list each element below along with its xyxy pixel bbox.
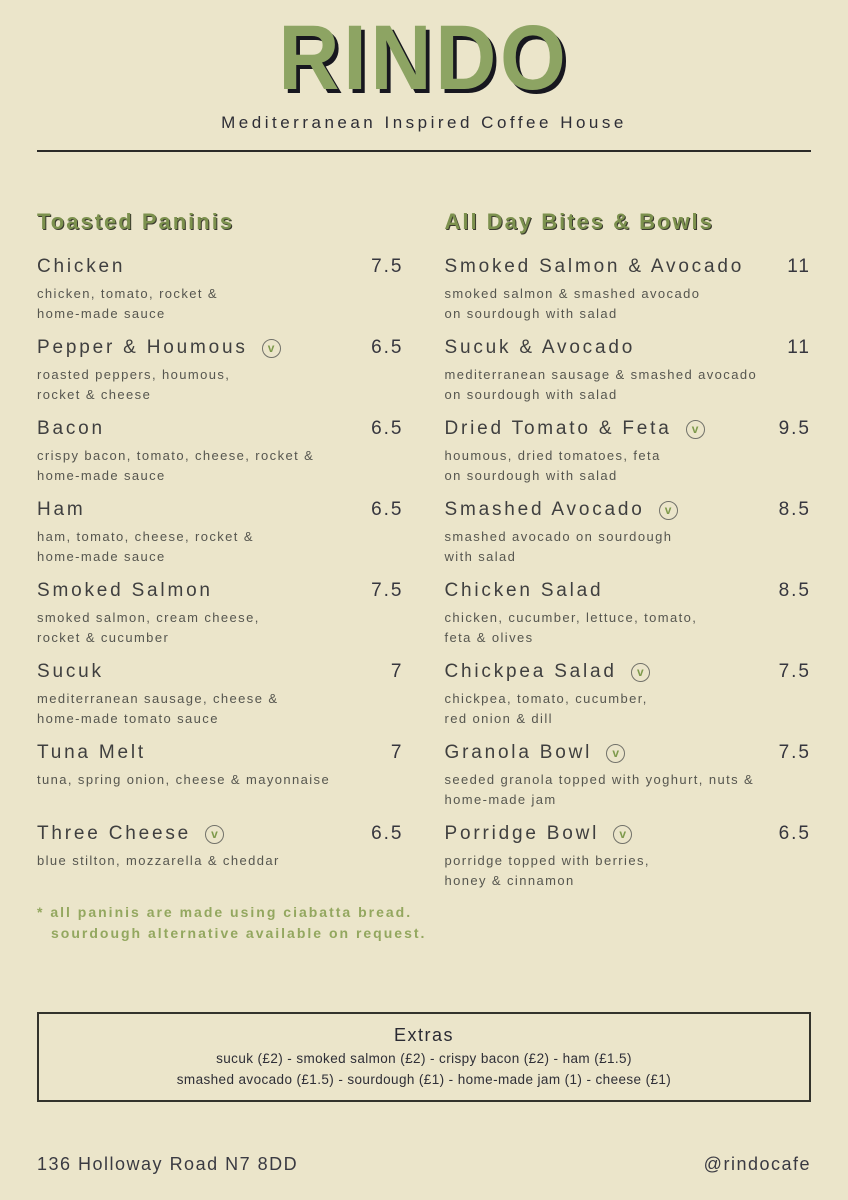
item-description-line: roasted peppers, houmous,: [37, 367, 231, 382]
item-price: 7.5: [778, 742, 811, 763]
footer: [37, 1154, 811, 1175]
item-row: [445, 335, 812, 361]
item-description-line: blue stilton, mozzarella & cheddar: [37, 853, 280, 868]
item-name: Smoked Salmon: [37, 580, 213, 601]
address: 136 Holloway Road N7 8DD: [37, 1154, 299, 1174]
item-row: [37, 740, 404, 766]
item-name: Smoked Salmon & Avocado: [444, 256, 745, 277]
item-price: 11: [787, 256, 811, 277]
item-price: 7.5: [371, 256, 404, 277]
item-description: [445, 365, 812, 405]
menu-item: [445, 497, 812, 578]
header-divider: [37, 150, 811, 152]
item-row: [37, 335, 404, 361]
item-description-line: porridge topped with berries,: [444, 853, 650, 868]
menu-item: [445, 578, 812, 659]
item-description: [37, 365, 404, 405]
item-description-line: home-made sauce: [37, 306, 166, 321]
item-name: Sucuk & Avocado: [444, 337, 636, 358]
item-row: [37, 821, 404, 847]
item-name: Porridge Bowl: [444, 823, 600, 844]
item-price: 6.5: [371, 337, 404, 358]
section-items: [37, 254, 404, 902]
item-name: Granola Bowl: [444, 742, 593, 763]
item-description-line: rocket & cucumber: [37, 630, 170, 645]
item-description-line: mediterranean sausage, cheese &: [37, 691, 279, 706]
item-description-line: on sourdough with salad: [444, 387, 618, 402]
extras-line: sucuk (£2) - smoked salmon (£2) - crispy bacon (£2) - ham (£1.5): [216, 1051, 632, 1066]
item-price: 11: [787, 337, 811, 358]
extras-box: [37, 1012, 811, 1102]
vegetarian-icon: v: [659, 501, 678, 520]
item-description-line: ham, tomato, cheese, rocket &: [37, 529, 254, 544]
item-description-line: smoked salmon & smashed avocado: [444, 286, 701, 301]
item-description-line: honey & cinnamon: [444, 873, 575, 888]
item-description-line: home-made sauce: [37, 549, 166, 564]
section-toasted-paninis: [37, 208, 427, 944]
vegetarian-icon: v: [613, 825, 632, 844]
item-row: [37, 497, 404, 523]
item-description: [37, 689, 404, 729]
item-description-line: crispy bacon, tomato, cheese, rocket &: [37, 448, 315, 463]
menu-item: [37, 335, 404, 416]
item-description-line: chickpea, tomato, cucumber,: [444, 691, 648, 706]
item-price: 8.5: [778, 580, 811, 601]
item-price: 8.5: [778, 499, 811, 520]
section-all-day-bites-bowls: [445, 208, 812, 944]
paninis-note: [37, 902, 427, 944]
item-description-line: feta & olives: [444, 630, 534, 645]
vegetarian-icon: v: [606, 744, 625, 763]
item-description-line: smashed avocado on sourdough: [444, 529, 673, 544]
item-name: Smashed Avocado: [444, 499, 645, 520]
item-description-line: seeded granola topped with yoghurt, nuts &: [444, 772, 755, 787]
vegetarian-icon: v: [631, 663, 650, 682]
item-price: 6.5: [371, 418, 404, 439]
menu-item: [37, 416, 404, 497]
item-row: [445, 659, 812, 685]
item-row: [445, 416, 812, 442]
section-title: All Day Bites & Bowls: [444, 209, 714, 234]
header: [37, 7, 811, 152]
item-row: [37, 254, 404, 280]
item-row: [445, 821, 812, 847]
menu-item: [445, 335, 812, 416]
item-row: [445, 497, 812, 523]
item-name: Bacon: [37, 418, 105, 439]
item-description-line: on sourdough with salad: [444, 468, 618, 483]
vegetarian-icon: v: [262, 339, 281, 358]
menu-item: [37, 740, 404, 821]
menu-item: [37, 821, 404, 902]
item-description: [445, 446, 812, 486]
item-description-line: tuna, spring onion, cheese & mayonnaise: [37, 772, 331, 787]
item-description: [37, 770, 404, 790]
item-description-line: smoked salmon, cream cheese,: [37, 610, 260, 625]
item-description-line: home-made sauce: [37, 468, 166, 483]
item-name: Chicken Salad: [444, 580, 604, 601]
note-line: sourdough alternative available on request.: [51, 925, 427, 941]
menu-item: [37, 578, 404, 659]
item-description-line: houmous, dried tomatoes, feta: [444, 448, 661, 463]
section-items: [445, 254, 812, 902]
item-description: [445, 851, 812, 891]
cafe-logo: RINDO: [278, 7, 570, 109]
item-description: [445, 284, 812, 324]
item-price: 7.5: [371, 580, 404, 601]
extras-title: Extras: [393, 1025, 454, 1045]
item-description: [37, 284, 404, 324]
item-row: [445, 254, 812, 280]
item-name: Dried Tomato & Feta: [444, 418, 672, 439]
item-description-line: mediterranean sausage & smashed avocado: [444, 367, 758, 382]
item-price: 6.5: [778, 823, 811, 844]
menu-item: [445, 416, 812, 497]
menu-item: [37, 254, 404, 335]
tagline: Mediterranean Inspired Coffee House: [221, 113, 627, 132]
item-description: [445, 608, 812, 648]
item-description: [37, 851, 404, 871]
item-description: [445, 689, 812, 729]
item-description-line: red onion & dill: [444, 711, 553, 726]
item-price: 6.5: [371, 499, 404, 520]
item-row: [37, 659, 404, 685]
item-price: 7: [390, 742, 404, 763]
item-name: Sucuk: [37, 661, 104, 682]
item-row: [37, 416, 404, 442]
item-price: 7: [390, 661, 404, 682]
item-name: Tuna Melt: [37, 742, 146, 763]
social-handle: @rindocafe: [703, 1154, 811, 1174]
item-name: Three Cheese: [37, 823, 192, 844]
item-description: [37, 527, 404, 567]
vegetarian-icon: v: [205, 825, 224, 844]
item-name: Chicken: [37, 256, 126, 277]
item-description: [37, 608, 404, 648]
item-description-line: home-made tomato sauce: [37, 711, 219, 726]
vegetarian-icon: v: [686, 420, 705, 439]
item-description: [37, 446, 404, 486]
menu-item: [445, 821, 812, 902]
item-price: 7.5: [778, 661, 811, 682]
menu-item: [445, 254, 812, 335]
item-name: Ham: [37, 499, 86, 520]
item-description: [445, 770, 812, 810]
menu-item: [445, 740, 812, 821]
menu-item: [445, 659, 812, 740]
item-row: [37, 578, 404, 604]
menu-columns: [37, 208, 811, 944]
menu-item: [37, 497, 404, 578]
item-row: [445, 578, 812, 604]
section-title: Toasted Paninis: [37, 209, 235, 234]
menu-item: [37, 659, 404, 740]
item-description-line: with salad: [444, 549, 517, 564]
item-description-line: chicken, cucumber, lettuce, tomato,: [444, 610, 698, 625]
item-description-line: chicken, tomato, rocket &: [37, 286, 218, 301]
item-description: [445, 527, 812, 567]
note-line: * all paninis are made using ciabatta bread.: [37, 904, 413, 920]
item-price: 6.5: [371, 823, 404, 844]
item-row: [445, 740, 812, 766]
extras-line: smashed avocado (£1.5) - sourdough (£1) - home-made jam (1) - cheese (£1): [176, 1072, 672, 1087]
item-price: 9.5: [778, 418, 811, 439]
item-name: Pepper & Houmous: [37, 337, 248, 358]
item-description-line: home-made jam: [444, 792, 557, 807]
item-description-line: on sourdough with salad: [444, 306, 618, 321]
item-name: Chickpea Salad: [444, 661, 617, 682]
item-description-line: rocket & cheese: [37, 387, 152, 402]
